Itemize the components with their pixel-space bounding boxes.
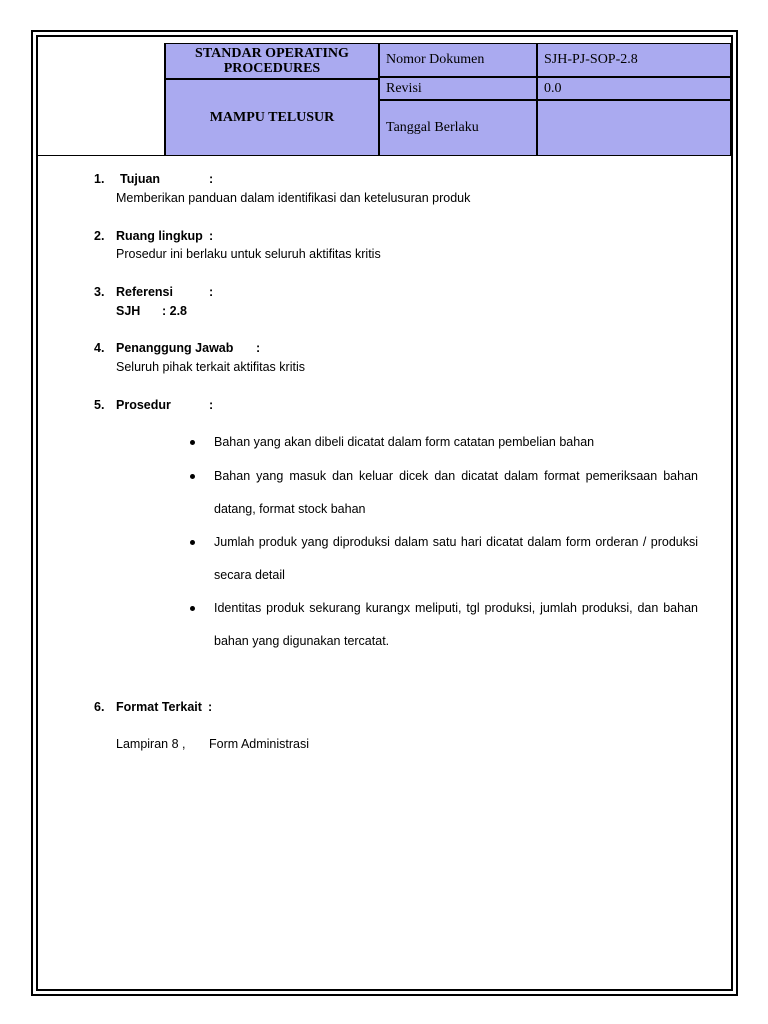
- effective-date-label: Tanggal Berlaku: [379, 100, 537, 156]
- bullet-1-dot: [190, 440, 195, 445]
- document-name: MAMPU TELUSUR: [209, 109, 335, 125]
- bullet-3-dot: [190, 540, 195, 545]
- section-2-text: Prosedur ini berlaku untuk seluruh aktifitas kritis: [116, 247, 381, 261]
- sop-title-line2: PROCEDURES: [223, 61, 321, 76]
- effective-date-value: [537, 100, 731, 156]
- header-divider: [36, 155, 733, 156]
- revision-value: 0.0: [537, 77, 731, 100]
- section-6-title: Format Terkait: [116, 700, 202, 714]
- section-3-ref-label: SJH: [116, 304, 141, 318]
- bullet-3-text: Jumlah produk yang diproduksi dalam satu hari dicatat dalam form orderan / produksi secara detail: [214, 535, 698, 582]
- section-3-ref-value: : 2.8: [162, 304, 188, 318]
- header-divider-vertical: [164, 43, 165, 156]
- section-4-title: Penanggung Jawab: [116, 341, 234, 355]
- section-6-attachment-value: Form Administrasi: [209, 737, 310, 751]
- section-4-text: Seluruh pihak terkait aktifitas kritis: [116, 360, 305, 374]
- section-4-colon: :: [256, 341, 261, 355]
- bullet-4-dot: [190, 606, 195, 611]
- bullet-2-text: Bahan yang masuk dan keluar dicek dan dicatat dalam format pemeriksaan bahan datang, format stock bahan: [214, 469, 698, 516]
- section-1-text: Memberikan panduan dalam identifikasi dan ketelusuran produk: [116, 191, 471, 205]
- document-name-cell: [165, 79, 379, 156]
- section-1-colon: :: [209, 172, 214, 186]
- section-4-number: 4.: [94, 341, 105, 355]
- section-3-number: 3.: [94, 285, 105, 299]
- section-1-title: Tujuan: [120, 172, 161, 186]
- section-5-title: Prosedur: [116, 398, 171, 412]
- doc-number-label: Nomor Dokumen: [379, 43, 537, 77]
- section-2-colon: :: [209, 229, 214, 243]
- section-5-number: 5.: [94, 398, 105, 412]
- section-2-number: 2.: [94, 229, 105, 243]
- section-1-number: 1.: [94, 172, 105, 186]
- doc-number-value: SJH-PJ-SOP-2.8: [537, 43, 731, 77]
- sop-title-line1: STANDAR OPERATING: [195, 46, 349, 61]
- bullet-2-dot: [190, 474, 195, 479]
- section-3-colon: :: [209, 285, 214, 299]
- section-6-attachment-label: Lampiran 8 ,: [116, 737, 186, 751]
- bullet-4-text: Identitas produk sekurang kurangx meliputi, tgl produksi, jumlah produksi, dan bahan bahan yang digunakan tercatat.: [214, 601, 698, 648]
- sop-title-cell: [165, 43, 379, 79]
- bullet-1-text: Bahan yang akan dibeli dicatat dalam form catatan pembelian bahan: [214, 435, 595, 449]
- revision-label: Revisi: [379, 77, 537, 100]
- section-5-colon: :: [209, 398, 214, 412]
- section-2-title: Ruang lingkup: [116, 229, 203, 243]
- section-6-number: 6.: [94, 700, 105, 714]
- section-6-colon: :: [208, 700, 213, 714]
- section-3-title: Referensi: [116, 285, 173, 299]
